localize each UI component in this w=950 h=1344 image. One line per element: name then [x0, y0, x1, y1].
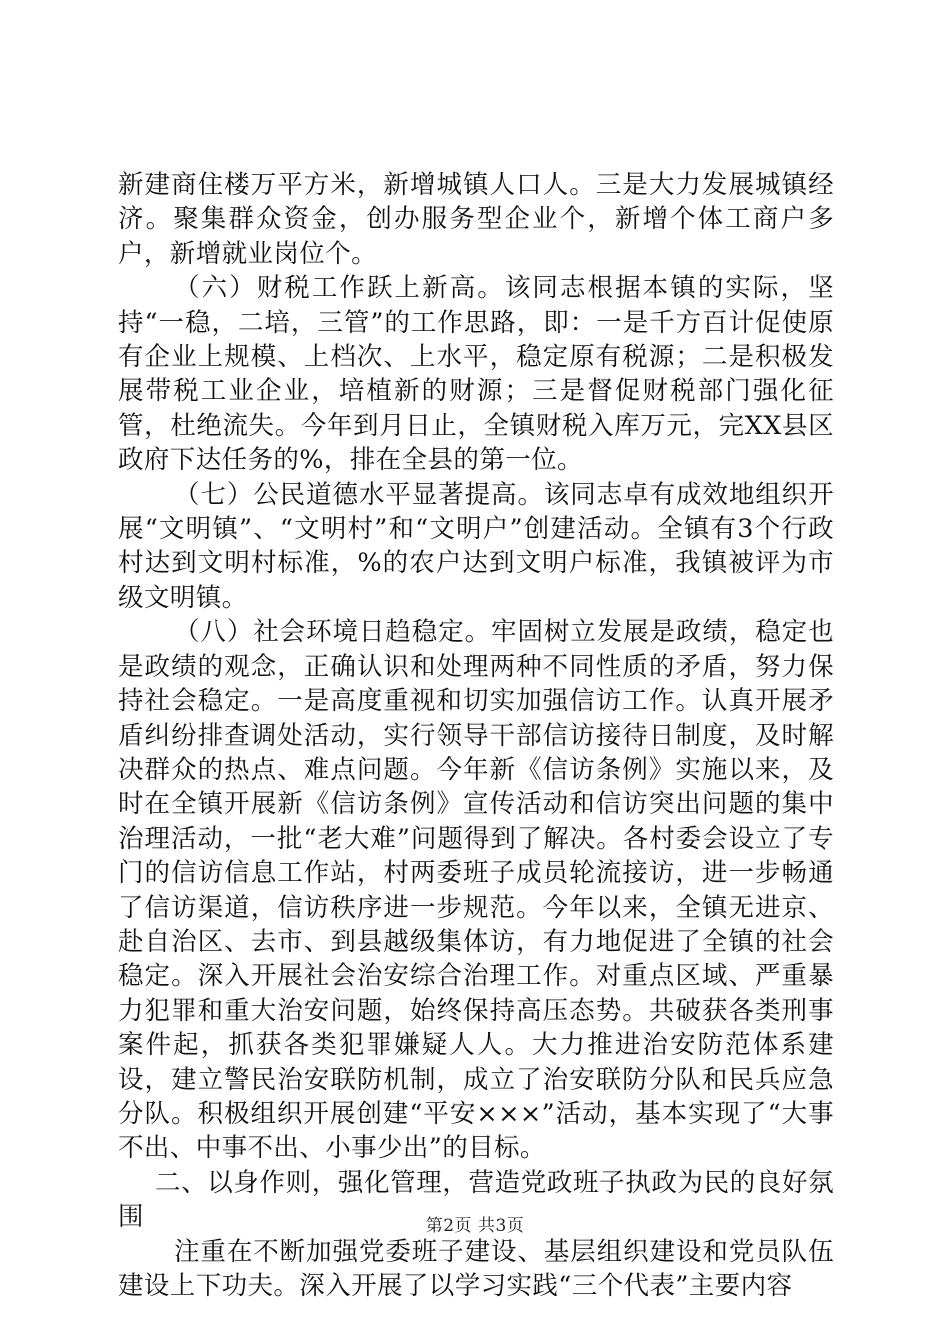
section-heading-2: 二、以身作则，强化管理，营造党政班子执政为民的良好氛围: [118, 1167, 834, 1233]
paragraph-continuation: 新建商住楼万平方米，新增城镇人口人。三是大力发展城镇经济。聚集群众资金，创办服务型企业个，新增个体工商户多户，新增就业岗位个。: [118, 170, 834, 269]
page-footer: [0, 1215, 950, 1237]
page-number: 第2页 共3页: [425, 1216, 525, 1236]
paragraph-section-6: （六）财税工作跃上新高。该同志根据本镇的实际，坚持“一稳，二培，三管”的工作思路，即：一是千方百计促使原有企业上规模、上档次、上水平，稳定原有税源；二是积极发展带税工业企业，培植新的财源；三是督促财税部门强化征管，杜绝流失。今年到月日止，全镇财税入库万元，完XX县区政府下达任务的%，排在全县的第一位。: [118, 273, 834, 476]
document-body: [118, 168, 834, 1303]
paragraph-section-2-intro: 注重在不断加强党委班子建设、基层组织建设和党员队伍建设上下功夫。深入开展了以学习实践“三个代表”主要内容: [118, 1236, 834, 1301]
paragraph-section-8: （八）社会环境日趋稳定。牢固树立发展是政绩，稳定也是政绩的观念，正确认识和处理两种不同性质的矛盾，努力保持社会稳定。一是高度重视和切实加强信访工作。认真开展矛盾纠纷排查调处活动，实行领导干部信访接待日制度，及时解决群众的热点、难点问题。今年新《信访条例》实施以来，及时在全镇开展新《信访条例》宣传活动和信访突出问题的集中治理活动，一批“老大难”问题得到了解决。各村委会设立了专门的信访信息工作站，村两委班子成员轮流接访，进一步畅通了信访渠道，信访秩序进一步规范。今年以来，全镇无进京、赴自治区、去市、到县越级集体访，有力地促进了全镇的社会稳定。深入开展社会治安综合治理工作。对重点区域、严重暴力犯罪和重大治安问题，始终保持高压态势。共破获各类刑事案件起，抓获各类犯罪嫌疑人人。大力推进治安防范体系建设，建立警民治安联防机制，成立了治安联防分队和民兵应急分队。积极组织开展创建“平安×××”活动，基本实现了“大事不出、中事不出、小事少出”的目标。: [118, 617, 834, 1164]
paragraph-section-7: （七）公民道德水平显著提高。该同志卓有成效地组织开展“文明镇”、“文明村”和“文明户”创建活动。全镇有3个行政村达到文明村标准，%的农户达到文明户标准，我镇被评为市级文明镇。: [118, 479, 834, 613]
